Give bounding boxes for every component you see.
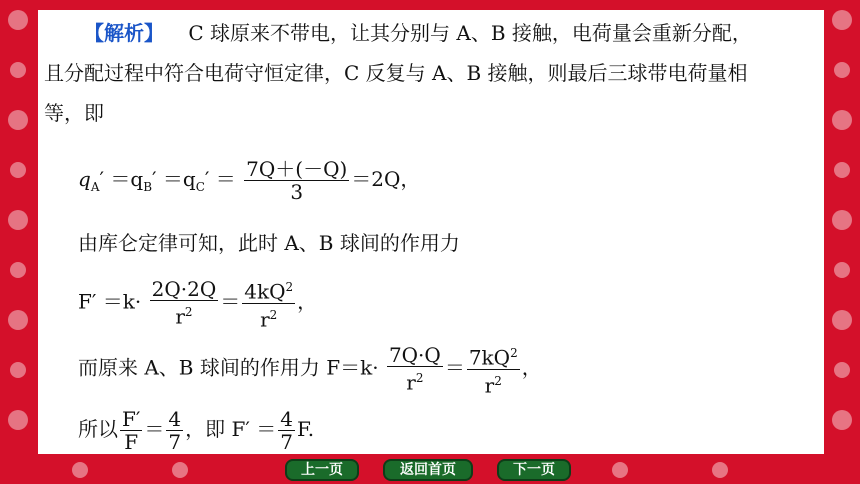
eq3-den2-r: r [484,373,495,398]
equation-new-force [78,276,317,330]
eq3-num2 [467,342,520,370]
eq2-num2 [242,276,295,304]
eq1-sub-b: B [143,180,153,194]
eq1-fraction [244,158,349,203]
eq1-numerator: 7Q＋(－Q) [246,157,348,181]
home-button[interactable]: 返回首页 [383,459,473,481]
eq4-num1: F′ [122,407,141,431]
eq1-rhs: ＝2Q， [351,167,421,191]
eq2-den1 [150,301,219,328]
eq2-den2-r: r [260,307,270,332]
para-1-text: C 球原来不带电，让其分别与 A、B 接触，电荷量会重新分配， [188,21,752,45]
eq4-prefix: 所以 [78,417,118,441]
text-coulomb: 由库仑定律可知，此时 A、B 球间的作用力 [78,231,460,255]
eq3-num1: 7Q·Q [388,343,441,368]
para-3-text: 等，即 [44,101,104,125]
equation-charge [78,158,420,203]
eq2-den1-r: r [175,304,185,329]
eq1-sub-a: A [90,180,100,194]
eq4-equals: ＝ [144,417,165,441]
eq4-fraction-2 [166,408,183,453]
eq4-den2: 7 [168,430,182,454]
eq2-num2-text: 4kQ [244,279,286,304]
eq2-den2-sup: 2 [269,307,278,322]
analysis-content [38,14,824,454]
eq3-fraction-2 [467,342,520,396]
eq1-sub-c: C [195,180,205,194]
eq2-den2 [242,304,295,331]
eq4-num3: 4 [280,407,294,431]
eq3-equals: ＝ [444,355,465,380]
eq3-num2-sup: 2 [510,346,518,360]
eq4-num2: 4 [168,407,182,431]
eq4-den1: F [124,430,139,454]
eq2-den1-sup: 2 [184,305,193,320]
eq2-num1: 2Q·2Q [151,277,217,302]
eq4-tail: F. [297,417,315,441]
analysis-tag: 【解析】 [84,21,164,45]
next-page-button[interactable]: 下一页 [497,459,571,481]
eq2-fraction-1 [150,278,219,328]
eq3-den2 [467,370,520,397]
eq4-fraction-3 [278,408,295,453]
equation-ratio [78,408,314,453]
eq2-num2-sup: 2 [285,280,294,294]
eq1-denominator: 3 [290,180,304,204]
eq2-tail: ， [297,289,318,314]
eq1-part3: ′ ＝ [204,167,236,191]
eq2-lhs: F′ ＝k· [78,289,142,314]
eq3-den1-r: r [406,370,416,395]
analysis-line-1 [84,20,752,46]
eq3-tail: ， [521,355,542,380]
eq3-den2-sup: 2 [494,373,502,388]
prev-page-button[interactable]: 上一页 [285,459,359,481]
eq2-fraction-2 [242,276,295,330]
para-2-text: 且分配过程中符合电荷守恒定律，C 反复与 A、B 接触，则最后三球带电荷量相 [44,61,748,85]
equation-original-force [78,342,542,396]
eq3-den1 [387,367,443,394]
eq2-equals: ＝ [220,289,241,314]
eq3-prefix: 而原来 A、B 球间的作用力 F＝k· [78,355,379,380]
eq3-fraction-1 [387,344,443,394]
eq1-part1: ′ ＝q [99,167,144,191]
eq1-q: q [78,167,91,191]
eq1-part2: ′ ＝q [152,167,196,191]
eq3-den1-sup: 2 [415,371,424,386]
eq4-den3: 7 [280,430,294,454]
eq4-mid: ，即 F′ ＝ [185,417,277,441]
eq4-fraction-1 [120,408,142,453]
eq3-num2-text: 7kQ [468,345,511,370]
